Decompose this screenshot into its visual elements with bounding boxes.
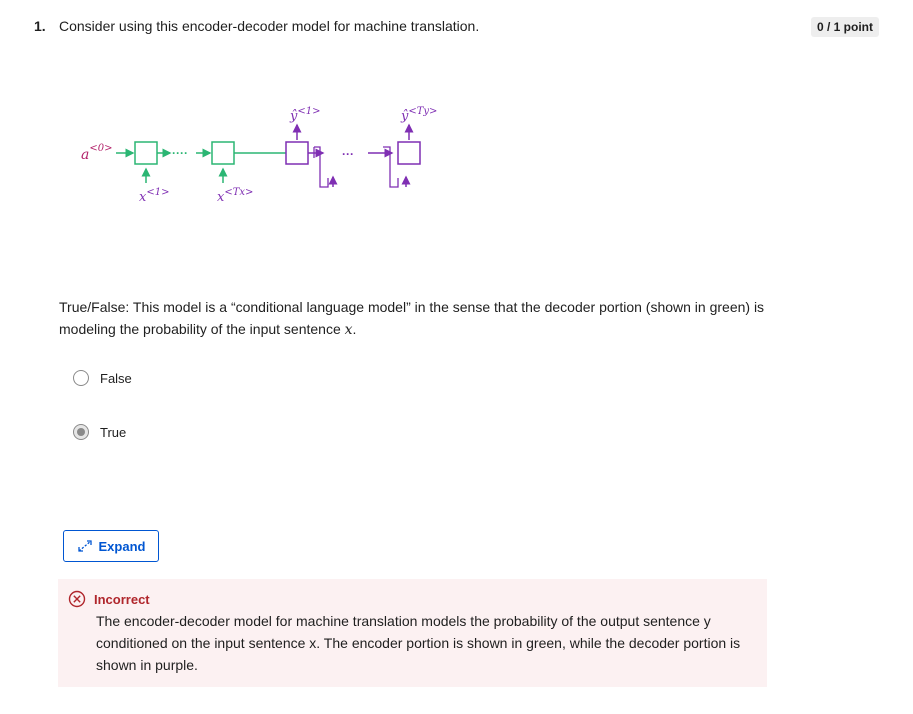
- option-true-label: True: [100, 424, 127, 440]
- expand-button[interactable]: [63, 530, 159, 562]
- statement-text: True/False: This model is a “conditional language model” in the sense that the decoder portion (shown in green) is modeling the probability of the input sentence: [59, 299, 765, 337]
- option-true[interactable]: [73, 424, 126, 440]
- x1-label: $x^{<1>}$: [139, 187, 170, 205]
- yty-label: $ŷ^{<Ty>}$: [401, 106, 438, 124]
- question-number: 1.: [34, 18, 46, 34]
- decoder-cell-1: [286, 142, 308, 164]
- option-false[interactable]: [73, 370, 132, 386]
- statement-end: .: [352, 321, 357, 337]
- radio-true[interactable]: [73, 424, 89, 440]
- feedback-status: Incorrect: [94, 591, 150, 607]
- radio-false[interactable]: [73, 370, 89, 386]
- expand-label: Expand: [98, 538, 146, 554]
- xtx-label: $x^{<Tx>}$: [217, 187, 254, 205]
- y1-label: $ŷ^{<1>}$: [290, 106, 321, 124]
- expand-icon: [77, 539, 93, 553]
- encoder-cell-1: [135, 142, 157, 164]
- a0-label: $a^{<0>}$: [81, 143, 113, 163]
- encoder-cell-tx: [212, 142, 234, 164]
- question-text: Consider using this encoder-decoder model for machine translation.: [59, 18, 480, 34]
- question-statement: [59, 296, 779, 341]
- encoder-ellipsis: ····: [172, 146, 188, 160]
- feedback-header: [68, 590, 150, 608]
- incorrect-icon: [68, 590, 86, 608]
- decoder-cell-ty: [398, 142, 420, 164]
- statement-variable: x: [344, 322, 353, 338]
- points-badge: 0 / 1 point: [811, 17, 879, 37]
- option-false-label: False: [100, 370, 132, 386]
- decoder-ellipsis: ···: [342, 147, 354, 161]
- encoder-decoder-diagram: [78, 95, 458, 215]
- feedback-panel: [58, 579, 767, 687]
- feedback-text: The encoder-decoder model for machine translation models the probability of the output sentence y conditioned on the input sentence x. The encoder portion is shown in green, while the decoder portion is shown in purple.: [96, 613, 741, 673]
